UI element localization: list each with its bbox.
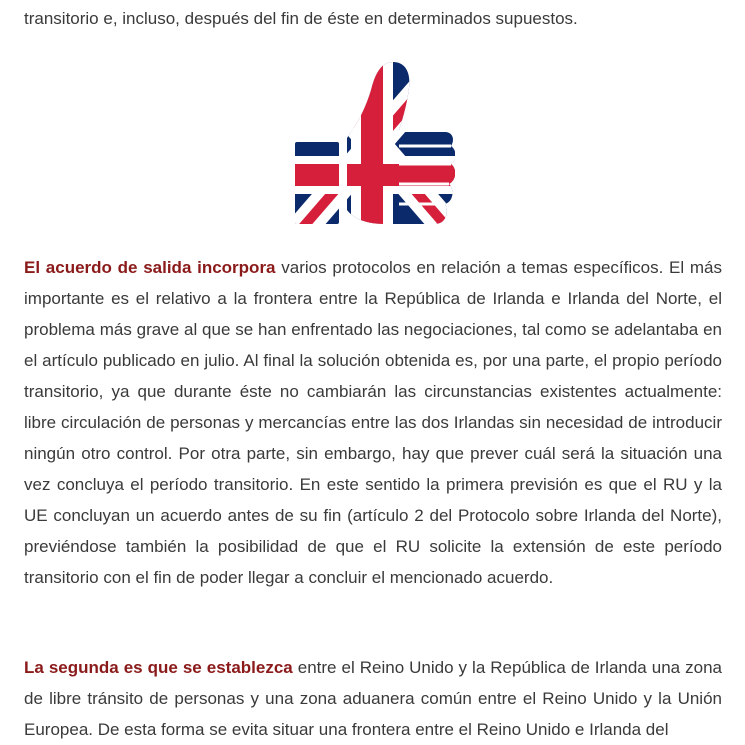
thumbs-up-union-jack-icon bbox=[295, 60, 455, 228]
paragraph-highlight: La segunda es que se establezca bbox=[24, 658, 293, 677]
paragraph-body: entre el Reino Unido y la República de Irlanda una zona de libre tránsito de personas y una zona aduanera común entre el Reino Unido y la Unión Europea. De esta forma se evita situar una frontera entre el Reino Unido e Irlanda del bbox=[24, 658, 722, 739]
paragraph-protocols bbox=[24, 252, 722, 593]
intro-text: transitorio e, incluso, después del fin de éste en determinados supuestos. bbox=[24, 9, 578, 28]
article-image bbox=[295, 60, 455, 228]
paragraph-highlight: El acuerdo de salida incorpora bbox=[24, 258, 276, 277]
paragraph-free-transit bbox=[24, 652, 722, 745]
paragraph-body: varios protocolos en relación a temas específicos. El más importante es el relativo a la frontera entre la República de Irlanda e Irlanda del Norte, el problema más grave al que se han enfrentado las negociaciones, tal como se adelantaba en el artículo publicado en julio. Al final la solución obtenida es, por una parte, el propio período transitorio, ya que durante éste no cambiarán las circunstancias existentes actualmente: libre circulación de personas y mercancías entre las dos Irlandas sin necesidad de introducir ningún otro control. Por otra parte, sin embargo, hay que prever cuál será la situación una vez concluya el período transitorio. En este sentido la primera previsión es que el RU y la UE concluyan un acuerdo antes de su fin (artículo 2 del Protocolo sobre Irlanda del Norte), previéndose también la posibilidad de que el RU solicite la extensión de este período transitorio con el fin de poder llegar a concluir el mencionado acuerdo. bbox=[24, 258, 722, 587]
